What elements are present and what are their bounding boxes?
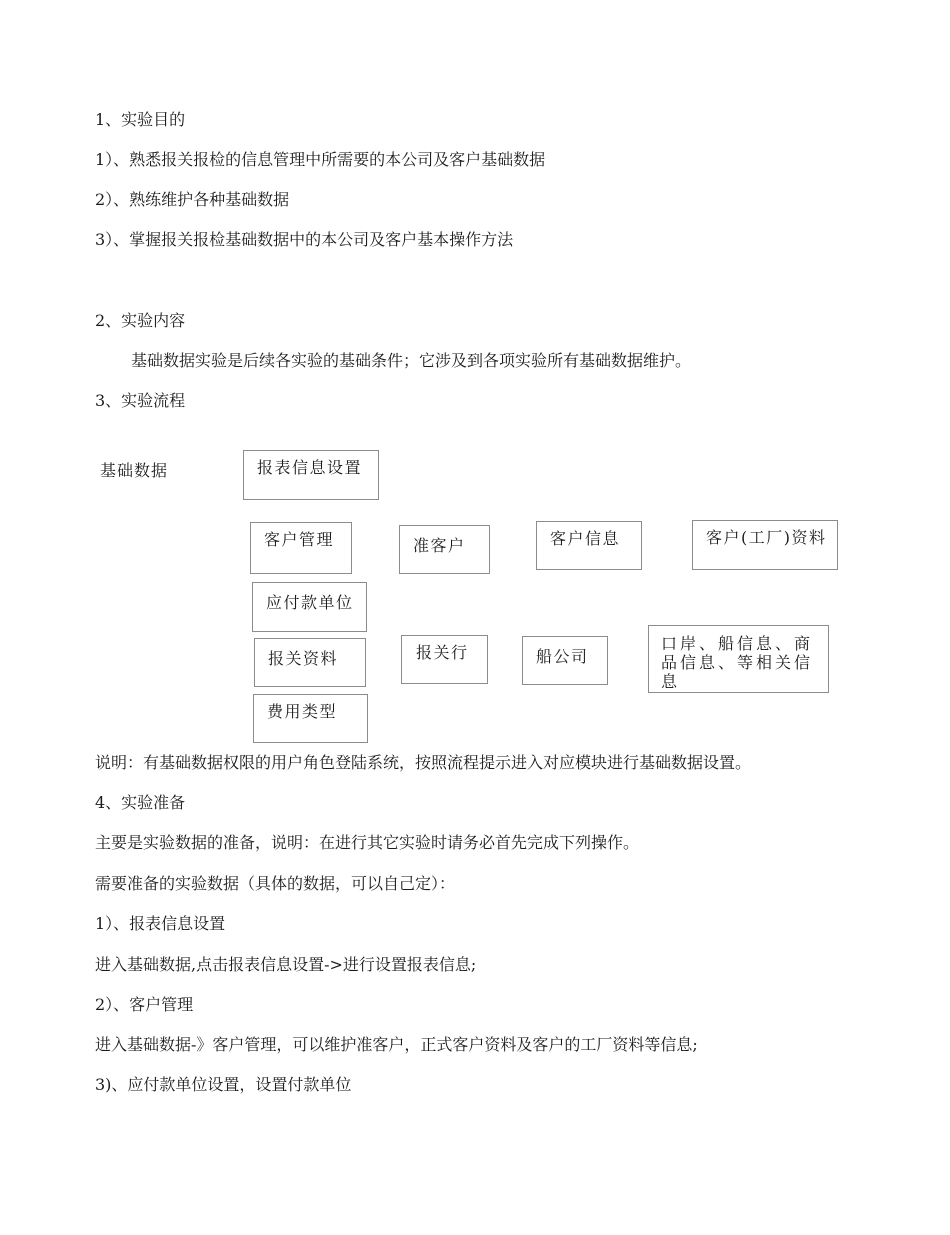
box-shipping-company: 船公司 xyxy=(522,636,608,685)
flow-root-label: 基础数据 xyxy=(100,461,169,480)
section-4-title: 4、实验准备 xyxy=(95,793,186,812)
box-payable-unit: 应付款单位 xyxy=(252,582,367,632)
step-3-title: 3)、应付款单位设置，设置付款单位 xyxy=(95,1075,352,1094)
step-1-body: 进入基础数据,点击报表信息设置->进行设置报表信息; xyxy=(95,955,477,974)
section-1-title: 1、实验目的 xyxy=(95,110,186,129)
section-3-note: 说明：有基础数据权限的用户角色登陆系统，按照流程提示进入对应模块进行基础数据设置。 xyxy=(95,753,752,772)
box-report-info: 报表信息设置 xyxy=(243,450,379,500)
section-1-item-3: 3）、掌握报关报检基础数据中的本公司及客户基本操作方法 xyxy=(95,230,514,249)
section-2-body: 基础数据实验是后续各实验的基础条件；它涉及到各项实验所有基础数据维护。 xyxy=(131,351,692,370)
step-2-body: 进入基础数据-》客户管理，可以维护准客户，正式客户资料及客户的工厂资料等信息; xyxy=(95,1035,698,1054)
box-customs-broker: 报关行 xyxy=(401,635,488,684)
section-3-title: 3、实验流程 xyxy=(95,391,186,410)
section-4-body-2: 需要准备的实验数据（具体的数据，可以自己定）： xyxy=(95,874,456,893)
section-1-item-2: 2）、熟练维护各种基础数据 xyxy=(95,190,290,209)
section-1-item-1: 1）、熟悉报关报检的信息管理中所需要的本公司及客户基础数据 xyxy=(95,150,546,169)
box-customs-docs: 报关资料 xyxy=(254,638,366,687)
box-customer-info: 客户信息 xyxy=(536,521,642,570)
section-2-title: 2、实验内容 xyxy=(95,311,186,330)
box-customer-management: 客户管理 xyxy=(250,522,352,574)
box-customer-factory: 客户(工厂)资料 xyxy=(692,520,838,570)
box-fee-type: 费用类型 xyxy=(253,694,368,743)
box-prospect: 准客户 xyxy=(399,525,490,574)
section-4-body-1: 主要是实验数据的准备，说明：在进行其它实验时请务必首先完成下列操作。 xyxy=(95,833,640,852)
box-port-ship-goods: 口岸、船信息、商品信息、等相关信息 xyxy=(648,625,829,693)
step-2-title: 2）、客户管理 xyxy=(95,995,194,1014)
step-1-title: 1）、报表信息设置 xyxy=(95,914,226,933)
